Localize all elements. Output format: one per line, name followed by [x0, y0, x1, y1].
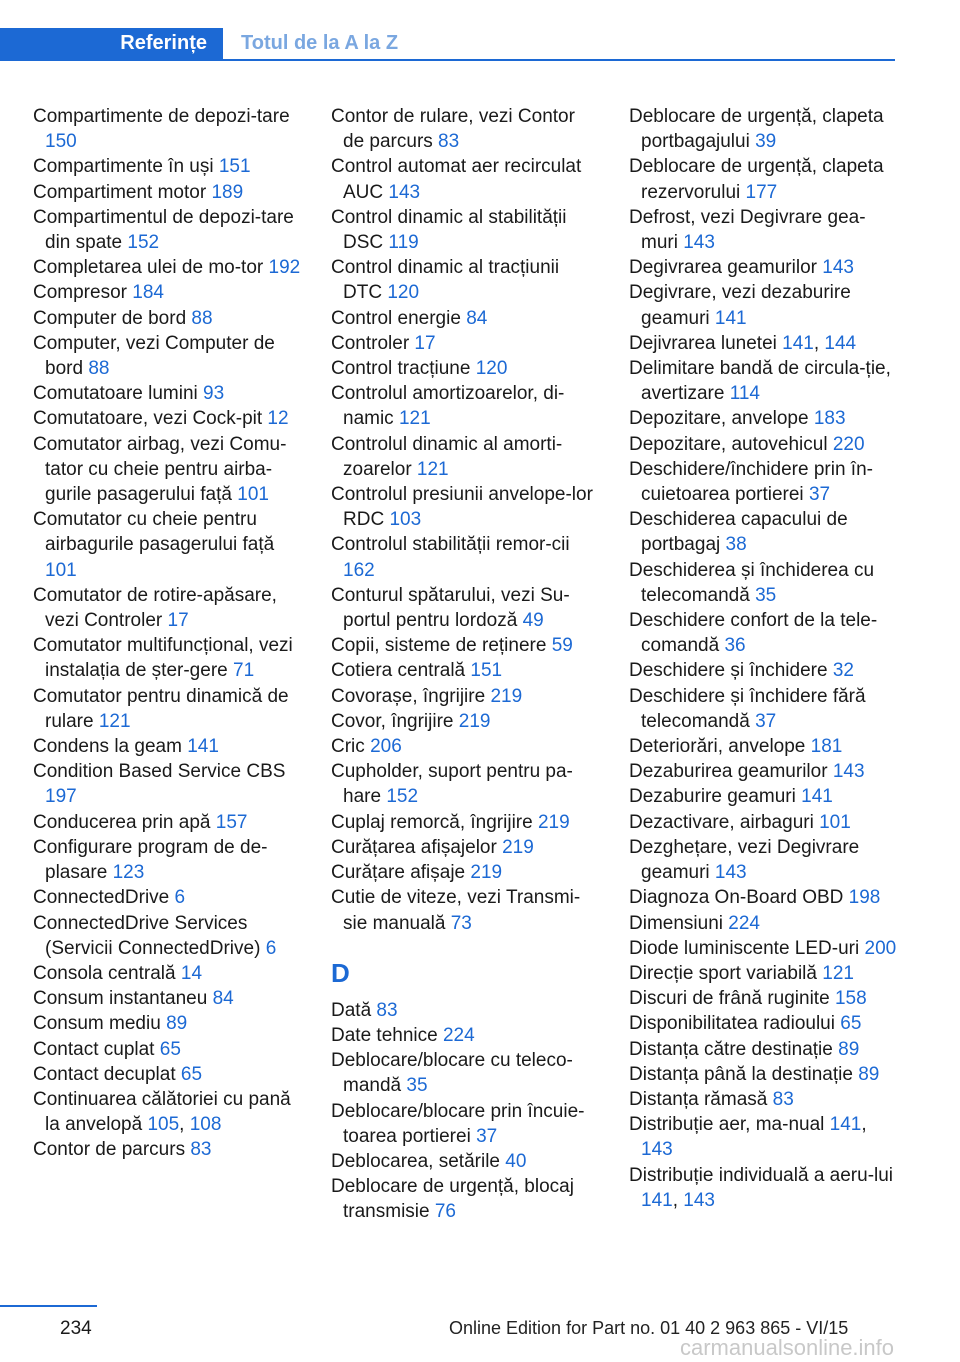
page-reference-link[interactable]: 89: [838, 1038, 860, 1060]
page-reference-link[interactable]: 83: [438, 131, 460, 153]
page-header: [0, 28, 895, 62]
index-entry-text: Compartimentul de depozi-tare din spate: [33, 206, 294, 254]
index-entry: [331, 709, 599, 734]
page-reference-link[interactable]: 141: [187, 736, 219, 758]
index-entry-text: Degivrarea geamurilor: [629, 257, 823, 279]
index-entry-text: Deteriorări, anvelope: [629, 736, 811, 758]
index-entry-text: Deschidere confort de la tele-comandă: [629, 610, 878, 657]
index-entry-text: Distribuție individuală a aeru-lui: [629, 1164, 894, 1186]
index-entry-text: Compartimente de depozi-tare: [33, 106, 290, 127]
index-entry-text: Controlul stabilității remor-cii: [331, 534, 570, 556]
index-entry: [629, 1062, 897, 1087]
page-reference-link[interactable]: 143: [388, 181, 421, 203]
page-reference-link[interactable]: 141: [801, 786, 833, 808]
index-entry: [33, 432, 301, 508]
index-entry-text: Dată: [331, 999, 377, 1021]
index-entry: [331, 356, 599, 381]
index-entry: [33, 1037, 301, 1062]
page-reference-link[interactable]: 121: [416, 458, 449, 480]
index-entry: [629, 507, 897, 557]
index-entry-text: Control energie: [331, 307, 467, 329]
page-reference-link[interactable]: 143: [683, 232, 715, 254]
index-entry-text: Controler: [331, 332, 415, 354]
index-entry: [33, 1137, 301, 1162]
index-entry-text: Deblocare/blocare prin încuie-toarea portierei: [331, 1100, 585, 1147]
page-reference-link[interactable]: 76: [434, 1201, 456, 1223]
index-entry-text: Distanța rămasă: [629, 1088, 773, 1110]
index-entry: [33, 104, 301, 154]
page-reference-link[interactable]: 83: [772, 1088, 794, 1110]
index-entry-text: Computer, vezi Computer de bord: [33, 332, 275, 380]
index-entry-text: Covorașe, îngrijire: [331, 685, 491, 707]
index-entry-text: Compartiment motor: [33, 181, 212, 203]
index-entry-text: Discuri de frână ruginite: [629, 988, 835, 1010]
index-entry-text: Distanța către destinație: [629, 1038, 839, 1060]
index-entry: [629, 810, 897, 835]
index-entry-text: Direcție sport variabilă: [629, 962, 823, 984]
index-entry-text: Deblocarea, setările: [331, 1150, 506, 1172]
index-entry: [629, 154, 897, 204]
index-entry: [33, 961, 301, 986]
page-reference-link[interactable]: 219: [537, 811, 570, 833]
index-entry: [331, 1023, 599, 1048]
index-entry: [629, 406, 897, 431]
index-entry: [629, 432, 897, 457]
page-reference-link[interactable]: 152: [127, 232, 160, 254]
page-reference-link[interactable]: 73: [450, 912, 472, 934]
index-entry-text: Contor de rulare, vezi Contor de parcurs: [331, 106, 575, 153]
index-entry-text: ConnectedDrive: [33, 887, 175, 909]
index-entry: [629, 255, 897, 280]
page-reference-link[interactable]: 224: [728, 912, 760, 934]
index-entry: [629, 961, 897, 986]
index-entry: [629, 759, 897, 784]
page-reference-link[interactable]: 105: [147, 1114, 180, 1136]
page-reference-link[interactable]: 184: [132, 282, 164, 304]
index-entry: [33, 885, 301, 910]
page-reference-link[interactable]: 181: [810, 736, 843, 758]
index-entry-text: Compartimente în uși: [33, 156, 219, 178]
index-entry: [629, 1087, 897, 1112]
index-entry-text: Control dinamic al tracțiunii DTC: [331, 257, 560, 304]
page-reference-link[interactable]: 84: [212, 988, 234, 1010]
index-entry-text: Curățarea afișajelor: [331, 836, 503, 858]
index-entry: [331, 860, 599, 885]
index-entry: [33, 205, 301, 255]
index-entry-text: Comutator airbag, vezi Comu-tator cu cheie pentru airba-gurile pasagerului față: [33, 433, 287, 506]
page-reference-link[interactable]: 219: [490, 685, 523, 707]
index-entry: [331, 104, 599, 154]
index-entry: [33, 810, 301, 835]
page-reference-link[interactable]: 65: [840, 1013, 862, 1035]
index-entry-text: Covor, îngrijire: [331, 710, 459, 732]
index-entry: [331, 810, 599, 835]
index-entry-text: Depozitare, autovehicul: [629, 433, 833, 455]
index-entry: Dejivrarea lunetei 141, 144: [629, 332, 857, 354]
index-entry-text: Contact decuplat: [33, 1063, 181, 1085]
index-entry: [331, 1174, 599, 1224]
page-reference-link[interactable]: 71: [233, 660, 255, 682]
index-entry-text: Cupholder, suport pentru pa-hare: [331, 761, 573, 808]
page-reference-link[interactable]: 206: [370, 736, 402, 758]
index-entry: [331, 885, 599, 935]
index-entry: [331, 835, 599, 860]
index-entry-text: Comutatoare lumini: [33, 383, 204, 405]
page-reference-link[interactable]: 143: [641, 1139, 673, 1161]
page-reference-link[interactable]: 101: [237, 484, 269, 506]
index-entry-text: Cuplaj remorcă, îngrijire: [331, 811, 538, 833]
page-reference-link[interactable]: 143: [714, 862, 747, 884]
index-entry-text: Dezactivare, airbaguri: [629, 811, 820, 833]
index-entry: [629, 911, 897, 936]
index-entry: [629, 684, 897, 734]
tab-totul-de-la-a-la-z[interactable]: Totul de la A la Z: [241, 32, 399, 54]
index-entry-text: Cutie de viteze, vezi Transmi-sie manuală: [331, 887, 581, 934]
index-entry-text: Condition Based Service CBS: [33, 761, 286, 783]
index-entry-text: Computer de bord: [33, 307, 192, 329]
index-entry: [33, 306, 301, 331]
index-entry-text: Deblocare/blocare cu teleco-mandă: [331, 1050, 573, 1097]
page-reference-link[interactable]: 143: [683, 1189, 715, 1211]
page-reference-link[interactable]: 17: [167, 610, 189, 632]
index-entry: [331, 734, 599, 759]
index-entry: [33, 1011, 301, 1036]
page-reference-link[interactable]: 101: [45, 559, 77, 581]
index-entry-text: Deblocare de urgență, clapeta portbagajului: [629, 106, 884, 153]
page-reference-link[interactable]: 143: [832, 761, 865, 783]
index-entry: Distribuție aer, ma-nual 141, 143: [629, 1114, 867, 1161]
index-entry-text: Completarea ulei de mo-tor: [33, 257, 269, 279]
page-reference-link[interactable]: 192: [268, 257, 301, 279]
index-entry: [33, 255, 301, 280]
index-entry: [33, 381, 301, 406]
index-entry-text: Comutator pentru dinamică de rulare: [33, 685, 289, 732]
index-entry-text: Cric: [331, 736, 371, 758]
index-entry-text: Comutator de rotire-apăsare, vezi Controler: [33, 584, 277, 632]
index-entry: [331, 1149, 599, 1174]
page-reference-link[interactable]: 65: [180, 1063, 203, 1085]
page-reference-link[interactable]: 177: [745, 181, 778, 203]
page-reference-link[interactable]: 6: [265, 937, 277, 959]
index-entry-text: Deblocare de urgență, clapeta rezervorului: [629, 156, 884, 203]
index-entry: [33, 911, 301, 961]
index-entry-text: Comutator cu cheie pentru airbagurile pasagerului față: [33, 509, 275, 556]
index-entry: [33, 280, 301, 305]
index-entry-text: Control automat aer recirculat AUC: [331, 156, 582, 203]
index-entry-text: Comutator multifuncțional, vezi instalația de șter-gere: [33, 635, 293, 682]
index-entry: [629, 1037, 897, 1062]
index-entry: [629, 104, 897, 154]
index-entry-text: Contact cuplat: [33, 1038, 160, 1060]
index-entry-text: Dezghețare, vezi Degivrare geamuri: [629, 836, 860, 884]
index-entry: [33, 406, 301, 431]
index-entry-text: Degivrare, vezi dezaburire geamuri: [629, 282, 851, 329]
index-entry: [331, 154, 599, 204]
index-entry: [629, 784, 897, 809]
index-entry: [629, 205, 897, 255]
page-reference-link[interactable]: 143: [822, 257, 854, 279]
index-entry-text: Dezaburirea geamurilor: [629, 761, 833, 783]
index-entry-text: ConnectedDrive Services (Servicii ConnectedDrive): [33, 912, 266, 959]
page-reference-link[interactable]: 32: [832, 660, 854, 682]
index-entry: [331, 205, 599, 255]
page-reference-link[interactable]: 119: [388, 232, 419, 254]
page-reference-link[interactable]: 120: [475, 358, 508, 380]
page-reference-link[interactable]: 65: [159, 1038, 181, 1060]
index-entry-text: Dejivrarea lunetei: [629, 332, 783, 354]
index-entry-text: Delimitare bandă de circula-ție, avertizare: [629, 358, 891, 405]
index-entry-text: Cotiera centrală: [331, 660, 471, 682]
index-entry-text: Control dinamic al stabilității DSC: [331, 206, 567, 254]
index-column-3: [629, 104, 897, 1213]
index-entry-text: Contor de parcurs: [33, 1139, 191, 1161]
index-entry-text: Dezaburire geamuri: [629, 786, 802, 808]
page-reference-link[interactable]: 83: [376, 999, 398, 1021]
index-entry: [33, 633, 301, 683]
page-reference-link[interactable]: 121: [822, 962, 854, 984]
index-entry: [629, 1011, 897, 1036]
page-reference-link[interactable]: 40: [505, 1150, 527, 1172]
tab-referinte[interactable]: Referințe: [0, 28, 223, 61]
index-entry-text: Consum instantaneu: [33, 988, 213, 1010]
index-column-1: [33, 104, 301, 1163]
index-entry: [629, 835, 897, 885]
index-entry: [33, 986, 301, 1011]
index-entry-text: Condens la geam: [33, 736, 188, 758]
index-entry: [331, 1048, 599, 1098]
index-entry-text: Conturul spătarului, vezi Su-portul pentru lordoză: [331, 584, 570, 632]
page-reference-link[interactable]: 103: [389, 509, 422, 531]
index-entry-text: Controlul presiunii anvelope-lor RDC: [331, 484, 593, 531]
index-entry: [629, 608, 897, 658]
index-entry: [629, 885, 897, 910]
page-reference-link[interactable]: 121: [398, 408, 431, 430]
page-reference-link[interactable]: 39: [755, 131, 777, 153]
index-entry: [331, 255, 599, 305]
page-reference-link[interactable]: 219: [502, 836, 534, 858]
page-reference-link[interactable]: 59: [551, 635, 573, 657]
page-reference-link[interactable]: 17: [414, 332, 436, 354]
page-reference-link[interactable]: 38: [725, 534, 747, 556]
page-reference-link[interactable]: 36: [724, 635, 746, 657]
page-reference-link[interactable]: 49: [522, 610, 544, 632]
index-entry: [629, 734, 897, 759]
index-entry-text: Distribuție aer, ma-nual: [629, 1114, 830, 1136]
index-entry-text: Deschiderea capacului de portbagaj: [629, 509, 848, 556]
index-entry-text: Diode luminiscente LED-uri: [629, 937, 865, 959]
index-entry-text: Consola centrală: [33, 962, 181, 984]
page-reference-link[interactable]: 37: [476, 1125, 498, 1147]
page-reference-link[interactable]: 37: [755, 710, 777, 732]
index-entry-text: Controlul dinamic al amorti-zoarelor: [331, 433, 563, 480]
index-entry: [629, 658, 897, 683]
index-entry: [629, 936, 897, 961]
page-reference-link[interactable]: 35: [755, 584, 777, 606]
index-entry-text: Controlul amortizoarelor, di-namic: [331, 383, 565, 430]
page-reference-link[interactable]: 219: [458, 710, 491, 732]
page-reference-link[interactable]: 151: [218, 156, 251, 178]
index-entry: [33, 154, 301, 179]
page-reference-link[interactable]: 84: [466, 307, 488, 329]
index-entry: [331, 684, 599, 709]
page-reference-link[interactable]: 35: [406, 1075, 428, 1097]
page-reference-link[interactable]: 198: [848, 887, 881, 909]
index-entry-text: Copii, sisteme de reținere: [331, 635, 552, 657]
page-reference-link[interactable]: 93: [203, 383, 225, 405]
page-reference-link[interactable]: 89: [166, 1013, 188, 1035]
page-reference-link[interactable]: 88: [88, 358, 110, 380]
page-reference-link[interactable]: 150: [45, 131, 77, 153]
index-entry: Distribuție individuală a aeru-lui 141, 143: [629, 1164, 894, 1211]
index-entry: [331, 759, 599, 809]
index-entry: [33, 835, 301, 885]
index-entry: [331, 1099, 599, 1149]
page-reference-link[interactable]: 141: [829, 1114, 862, 1136]
index-entry: [331, 482, 599, 532]
index-entry-text: Deschiderea și închiderea cu telecomandă: [629, 559, 875, 606]
page-reference-link[interactable]: 151: [470, 660, 503, 682]
page-reference-link[interactable]: 144: [824, 332, 857, 354]
index-entry: [33, 734, 301, 759]
index-entry-text: Deblocare de urgență, blocaj transmisie: [331, 1176, 574, 1223]
index-entry: [331, 331, 599, 356]
page-reference-link[interactable]: 158: [834, 988, 867, 1010]
page-reference-link[interactable]: 6: [174, 887, 186, 909]
page-reference-link[interactable]: 101: [819, 811, 851, 833]
index-entry-text: Comutatoare, vezi Cock-pit: [33, 408, 268, 430]
index-entry-text: Deschidere și închidere: [629, 660, 833, 682]
page-reference-link[interactable]: 120: [387, 282, 420, 304]
page-reference-link[interactable]: 224: [442, 1024, 475, 1046]
index-entry-text: Consum mediu: [33, 1013, 167, 1035]
index-entry-text: Deschidere/închidere prin în-cuietoarea portierei: [629, 458, 873, 506]
index-entry-text: Curățare afișaje: [331, 862, 471, 884]
watermark: carmanualsonline.info: [680, 1335, 895, 1360]
page-reference-link[interactable]: 189: [211, 181, 244, 203]
index-entry: [33, 583, 301, 633]
index-entry: [331, 633, 599, 658]
index-entry-text: Deschidere și închidere fără telecomandă: [629, 685, 866, 732]
index-entry-text: Defrost, vezi Degivrare gea-muri: [629, 206, 866, 254]
index-entry-text: Compresor: [33, 282, 133, 304]
index-entry-text: Distanța până la destinație: [629, 1063, 859, 1085]
index-entry: [331, 658, 599, 683]
index-entry: [33, 1062, 301, 1087]
index-entry: [331, 381, 599, 431]
index-entry: [629, 986, 897, 1011]
index-entry: [33, 684, 301, 734]
page-reference-link[interactable]: 197: [45, 786, 77, 808]
index-entry-text: Disponibilitatea radioului: [629, 1013, 841, 1035]
page-reference-link[interactable]: 14: [180, 962, 203, 984]
page-reference-link[interactable]: 123: [112, 862, 145, 884]
index-entry-text: Continuarea călătoriei cu pană la anvelopă: [33, 1088, 291, 1136]
index-entry: [331, 583, 599, 633]
page-reference-link[interactable]: 141: [714, 307, 747, 329]
page-number: 234: [60, 1318, 92, 1339]
page-reference-link[interactable]: 141: [782, 332, 814, 354]
page-reference-link[interactable]: 141: [641, 1189, 673, 1211]
index-entry: [331, 306, 599, 331]
page-reference-link[interactable]: 121: [98, 710, 131, 732]
page-reference-link[interactable]: 37: [808, 484, 831, 506]
section-letter: D: [331, 957, 350, 988]
index-entry: [33, 180, 301, 205]
index-entry-text: Control tracțiune: [331, 358, 476, 380]
index-entry-text: Depozitare, anvelope: [629, 408, 814, 430]
index-entry-text: Conducerea prin apă: [33, 811, 216, 833]
index-entry: [33, 507, 301, 583]
page-reference-link[interactable]: 12: [267, 408, 289, 430]
index-entry-text: Dimensiuni: [629, 912, 729, 934]
page-reference-link[interactable]: 83: [190, 1139, 212, 1161]
index-entry: [331, 532, 599, 582]
edition-note: Online Edition for Part no. 01 40 2 963 865 - VI/15: [449, 1318, 849, 1338]
index-entry-text: Diagnoza On-Board OBD: [629, 887, 849, 909]
page-reference-link[interactable]: 89: [858, 1063, 880, 1085]
index-entry: [331, 432, 599, 482]
page-reference-link[interactable]: 152: [386, 786, 419, 808]
index-entry: [33, 759, 301, 809]
index-entry: [33, 331, 301, 381]
page-reference-link[interactable]: 162: [343, 559, 375, 581]
index-entry-text: Configurare program de de-plasare: [33, 836, 268, 884]
index-column-2: [331, 104, 599, 1225]
page-reference-link[interactable]: 88: [191, 307, 213, 329]
page-reference-link[interactable]: 114: [729, 383, 760, 405]
page-reference-link[interactable]: 183: [813, 408, 846, 430]
index-entry: [629, 558, 897, 608]
page-reference-link[interactable]: 157: [215, 811, 248, 833]
index-entry: [629, 356, 897, 406]
page-reference-link[interactable]: 219: [470, 862, 503, 884]
index-entry: [331, 998, 599, 1023]
index-entry-text: Date tehnice: [331, 1024, 443, 1046]
page-reference-link[interactable]: 200: [864, 937, 897, 959]
index-entry: Continuarea călătoriei cu pană la anvelopă 105, 108: [33, 1088, 291, 1136]
index-entry: [629, 457, 897, 507]
page-reference-link[interactable]: 108: [189, 1114, 222, 1136]
page-reference-link[interactable]: 220: [832, 433, 865, 455]
footer-rule: [0, 1305, 97, 1307]
index-entry: [629, 280, 897, 330]
